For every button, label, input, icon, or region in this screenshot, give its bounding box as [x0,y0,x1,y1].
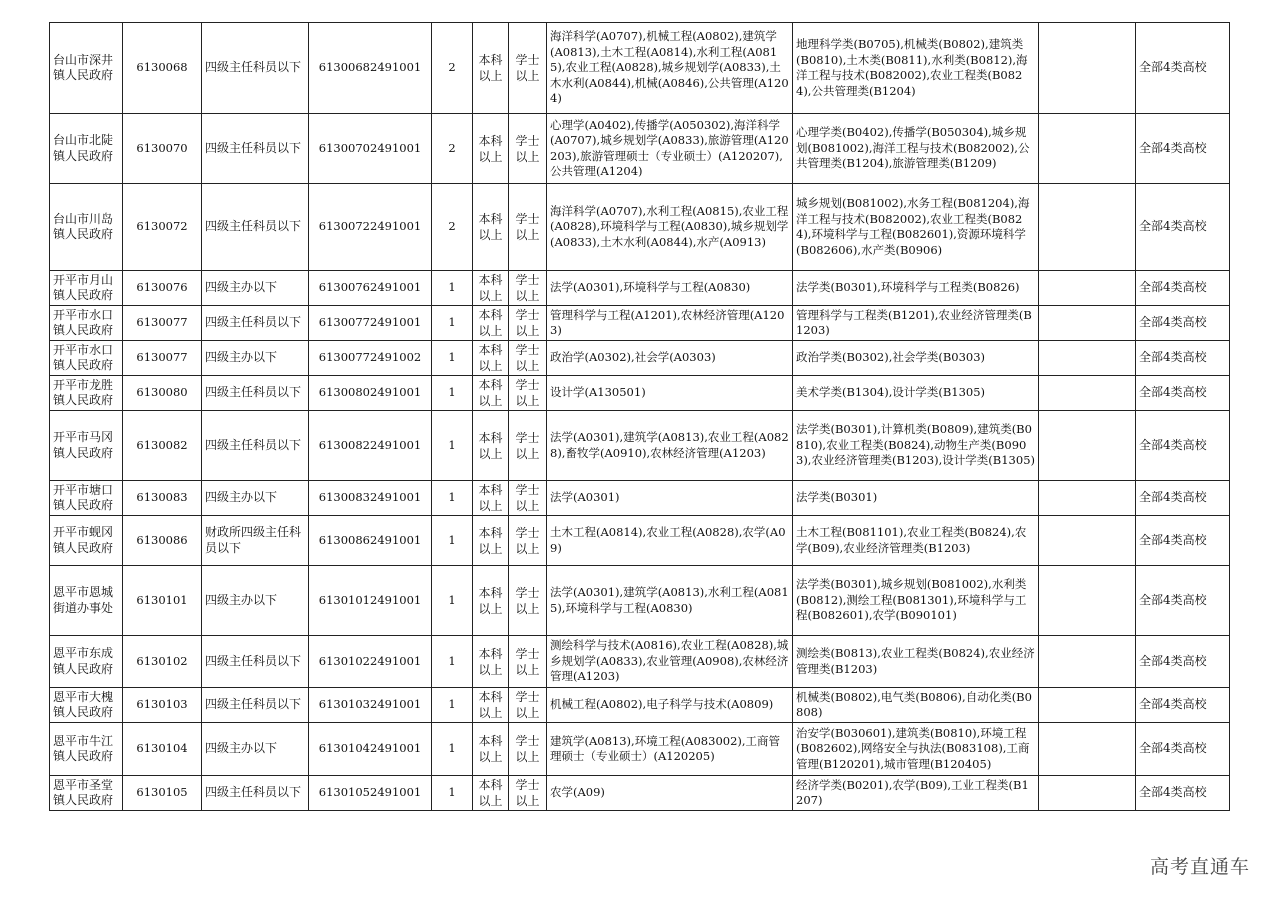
position-cell: 四级主任科员以下 [202,776,309,811]
blank-cell [1039,723,1136,776]
table-row [50,723,1230,776]
postgraduate-major-cell: 建筑学(A0813),环境工程(A083002),工商管理硕士（专业硕士）(A120205) [547,723,793,776]
headcount-cell: 1 [432,516,473,566]
position-cell: 四级主办以下 [202,341,309,376]
degree-cell: 学士以上 [509,566,547,636]
headcount-cell: 2 [432,23,473,114]
position-cell: 四级主任科员以下 [202,411,309,481]
blank-cell [1039,481,1136,516]
undergraduate-major-cell: 法学类(B0301) [793,481,1039,516]
position-cell: 四级主办以下 [202,723,309,776]
education-cell: 本科以上 [473,636,509,688]
position-code-cell: 61300762491001 [309,271,432,306]
degree-cell: 学士以上 [509,306,547,341]
position-code-cell: 61300702491001 [309,114,432,184]
unit-code-cell: 6130072 [123,184,202,271]
unit-cell: 恩平市恩城街道办事处 [50,566,123,636]
headcount-cell: 1 [432,688,473,723]
college-cell: 全部4类高校 [1136,114,1230,184]
postgraduate-major-cell: 心理学(A0402),传播学(A050302),海洋科学(A0707),城乡规划学(A0833),旅游管理(A120203),旅游管理硕士（专业硕士）(A120207),公共管理(A1204) [547,114,793,184]
degree-cell: 学士以上 [509,723,547,776]
unit-cell: 恩平市东成镇人民政府 [50,636,123,688]
education-cell: 本科以上 [473,688,509,723]
postgraduate-major-cell: 法学(A0301),环境科学与工程(A0830) [547,271,793,306]
blank-cell [1039,516,1136,566]
undergraduate-major-cell: 土木工程(B081101),农业工程类(B0824),农学(B09),农业经济管理类(B1203) [793,516,1039,566]
unit-cell: 台山市川岛镇人民政府 [50,184,123,271]
headcount-cell: 1 [432,341,473,376]
unit-cell: 恩平市圣堂镇人民政府 [50,776,123,811]
position-code-cell: 61300822491001 [309,411,432,481]
table-row [50,271,1230,306]
college-cell: 全部4类高校 [1136,776,1230,811]
blank-cell [1039,376,1136,411]
degree-cell: 学士以上 [509,341,547,376]
headcount-cell: 1 [432,411,473,481]
college-cell: 全部4类高校 [1136,376,1230,411]
degree-cell: 学士以上 [509,776,547,811]
postgraduate-major-cell: 法学(A0301),建筑学(A0813),农业工程(A0828),畜牧学(A0910),农林经济管理(A1203) [547,411,793,481]
education-cell: 本科以上 [473,271,509,306]
headcount-cell: 1 [432,636,473,688]
unit-cell: 台山市北陡镇人民政府 [50,114,123,184]
blank-cell [1039,688,1136,723]
position-code-cell: 61301022491001 [309,636,432,688]
undergraduate-major-cell: 法学类(B0301),环境科学与工程类(B0826) [793,271,1039,306]
position-code-cell: 61300772491001 [309,306,432,341]
unit-cell: 开平市马冈镇人民政府 [50,411,123,481]
postgraduate-major-cell: 设计学(A130501) [547,376,793,411]
position-cell: 四级主任科员以下 [202,114,309,184]
table-row [50,688,1230,723]
headcount-cell: 1 [432,271,473,306]
position-code-cell: 61301012491001 [309,566,432,636]
degree-cell: 学士以上 [509,184,547,271]
undergraduate-major-cell: 美术学类(B1304),设计学类(B1305) [793,376,1039,411]
degree-cell: 学士以上 [509,411,547,481]
table-row [50,516,1230,566]
education-cell: 本科以上 [473,184,509,271]
degree-cell: 学士以上 [509,114,547,184]
blank-cell [1039,271,1136,306]
degree-cell: 学士以上 [509,376,547,411]
position-cell: 四级主任科员以下 [202,184,309,271]
table-row [50,114,1230,184]
blank-cell [1039,114,1136,184]
college-cell: 全部4类高校 [1136,688,1230,723]
undergraduate-major-cell: 经济学类(B0201),农学(B09),工业工程类(B1207) [793,776,1039,811]
position-cell: 四级主任科员以下 [202,23,309,114]
headcount-cell: 2 [432,114,473,184]
unit-cell: 开平市水口镇人民政府 [50,306,123,341]
unit-cell: 恩平市大槐镇人民政府 [50,688,123,723]
postgraduate-major-cell: 土木工程(A0814),农业工程(A0828),农学(A09) [547,516,793,566]
undergraduate-major-cell: 机械类(B0802),电气类(B0806),自动化类(B0808) [793,688,1039,723]
unit-code-cell: 6130101 [123,566,202,636]
blank-cell [1039,23,1136,114]
postgraduate-major-cell: 法学(A0301) [547,481,793,516]
postgraduate-major-cell: 法学(A0301),建筑学(A0813),水利工程(A0815),环境科学与工程(A0830) [547,566,793,636]
education-cell: 本科以上 [473,776,509,811]
unit-cell: 台山市深井镇人民政府 [50,23,123,114]
table-row [50,481,1230,516]
undergraduate-major-cell: 地理科学类(B0705),机械类(B0802),建筑类(B0810),土木类(B0811),水利类(B0812),海洋工程与技术(B082002),农业工程类(B0824),公共管理类(B1204) [793,23,1039,114]
college-cell: 全部4类高校 [1136,23,1230,114]
college-cell: 全部4类高校 [1136,411,1230,481]
degree-cell: 学士以上 [509,481,547,516]
postgraduate-major-cell: 机械工程(A0802),电子科学与技术(A0809) [547,688,793,723]
unit-code-cell: 6130086 [123,516,202,566]
unit-code-cell: 6130077 [123,306,202,341]
position-cell: 四级主办以下 [202,566,309,636]
position-code-cell: 61300832491001 [309,481,432,516]
position-cell: 四级主任科员以下 [202,306,309,341]
college-cell: 全部4类高校 [1136,636,1230,688]
headcount-cell: 1 [432,376,473,411]
position-cell: 四级主任科员以下 [202,376,309,411]
unit-cell: 开平市月山镇人民政府 [50,271,123,306]
position-code-cell: 61300802491001 [309,376,432,411]
unit-cell: 开平市水口镇人民政府 [50,341,123,376]
degree-cell: 学士以上 [509,636,547,688]
education-cell: 本科以上 [473,376,509,411]
position-code-cell: 61301032491001 [309,688,432,723]
unit-cell: 恩平市牛江镇人民政府 [50,723,123,776]
table-row [50,411,1230,481]
table-row [50,376,1230,411]
postgraduate-major-cell: 政治学(A0302),社会学(A0303) [547,341,793,376]
postgraduate-major-cell: 测绘科学与技术(A0816),农业工程(A0828),城乡规划学(A0833),农业管理(A0908),农林经济管理(A1203) [547,636,793,688]
headcount-cell: 2 [432,184,473,271]
table-row [50,23,1230,114]
college-cell: 全部4类高校 [1136,306,1230,341]
degree-cell: 学士以上 [509,23,547,114]
watermark-text: 高考直通车 [1149,856,1250,878]
table-row [50,636,1230,688]
college-cell: 全部4类高校 [1136,271,1230,306]
position-cell: 四级主办以下 [202,271,309,306]
postgraduate-major-cell: 农学(A09) [547,776,793,811]
unit-code-cell: 6130070 [123,114,202,184]
blank-cell [1039,411,1136,481]
position-code-cell: 61301052491001 [309,776,432,811]
unit-code-cell: 6130068 [123,23,202,114]
college-cell: 全部4类高校 [1136,184,1230,271]
undergraduate-major-cell: 法学类(B0301),计算机类(B0809),建筑类(B0810),农业工程类(B0824),动物生产类(B0903),农业经济管理类(B1203),设计学类(B1305) [793,411,1039,481]
position-code-cell: 61301042491001 [309,723,432,776]
position-code-cell: 61300772491002 [309,341,432,376]
education-cell: 本科以上 [473,341,509,376]
unit-code-cell: 6130105 [123,776,202,811]
position-code-cell: 61300682491001 [309,23,432,114]
undergraduate-major-cell: 治安学(B030601),建筑类(B0810),环境工程(B082602),网络安全与执法(B083108),工商管理(B120201),城市管理(B120405) [793,723,1039,776]
blank-cell [1039,341,1136,376]
unit-code-cell: 6130076 [123,271,202,306]
education-cell: 本科以上 [473,566,509,636]
unit-cell: 开平市龙胜镇人民政府 [50,376,123,411]
education-cell: 本科以上 [473,23,509,114]
college-cell: 全部4类高校 [1136,341,1230,376]
headcount-cell: 1 [432,723,473,776]
table-row [50,184,1230,271]
table-row [50,566,1230,636]
blank-cell [1039,184,1136,271]
recruitment-table [49,22,1230,811]
education-cell: 本科以上 [473,723,509,776]
education-cell: 本科以上 [473,516,509,566]
education-cell: 本科以上 [473,306,509,341]
education-cell: 本科以上 [473,114,509,184]
education-cell: 本科以上 [473,411,509,481]
blank-cell [1039,566,1136,636]
undergraduate-major-cell: 政治学类(B0302),社会学类(B0303) [793,341,1039,376]
undergraduate-major-cell: 心理学类(B0402),传播学(B050304),城乡规划(B081002),海洋工程与技术(B082002),公共管理类(B1204),旅游管理类(B1209) [793,114,1039,184]
undergraduate-major-cell: 测绘类(B0813),农业工程类(B0824),农业经济管理类(B1203) [793,636,1039,688]
undergraduate-major-cell: 城乡规划(B081002),水务工程(B081204),海洋工程与技术(B082002),农业工程类(B0824),环境科学与工程(B082601),资源环境科学(B082606),水产类(B0906) [793,184,1039,271]
headcount-cell: 1 [432,306,473,341]
college-cell: 全部4类高校 [1136,566,1230,636]
undergraduate-major-cell: 法学类(B0301),城乡规划(B081002),水利类(B0812),测绘工程(B081301),环境科学与工程(B082601),农学(B090101) [793,566,1039,636]
headcount-cell: 1 [432,481,473,516]
unit-code-cell: 6130080 [123,376,202,411]
table-row [50,306,1230,341]
blank-cell [1039,636,1136,688]
position-cell: 四级主任科员以下 [202,636,309,688]
headcount-cell: 1 [432,776,473,811]
degree-cell: 学士以上 [509,688,547,723]
unit-cell: 开平市塘口镇人民政府 [50,481,123,516]
blank-cell [1039,306,1136,341]
postgraduate-major-cell: 海洋科学(A0707),机械工程(A0802),建筑学(A0813),土木工程(A0814),水利工程(A0815),农业工程(A0828),城乡规划学(A0833),土木水利(A0844),机械(A0846),公共管理(A1204) [547,23,793,114]
unit-code-cell: 6130083 [123,481,202,516]
unit-code-cell: 6130102 [123,636,202,688]
college-cell: 全部4类高校 [1136,481,1230,516]
position-code-cell: 61300862491001 [309,516,432,566]
unit-code-cell: 6130104 [123,723,202,776]
postgraduate-major-cell: 管理科学与工程(A1201),农林经济管理(A1203) [547,306,793,341]
position-cell: 四级主办以下 [202,481,309,516]
degree-cell: 学士以上 [509,516,547,566]
unit-code-cell: 6130103 [123,688,202,723]
postgraduate-major-cell: 海洋科学(A0707),水利工程(A0815),农业工程(A0828),环境科学与工程(A0830),城乡规划学(A0833),土木水利(A0844),水产(A0913) [547,184,793,271]
position-cell: 四级主任科员以下 [202,688,309,723]
unit-code-cell: 6130082 [123,411,202,481]
table-row [50,776,1230,811]
table-row [50,341,1230,376]
unit-code-cell: 6130077 [123,341,202,376]
undergraduate-major-cell: 管理科学与工程类(B1201),农业经济管理类(B1203) [793,306,1039,341]
unit-cell: 开平市蚬冈镇人民政府 [50,516,123,566]
position-code-cell: 61300722491001 [309,184,432,271]
college-cell: 全部4类高校 [1136,723,1230,776]
degree-cell: 学士以上 [509,271,547,306]
blank-cell [1039,776,1136,811]
education-cell: 本科以上 [473,481,509,516]
headcount-cell: 1 [432,566,473,636]
college-cell: 全部4类高校 [1136,516,1230,566]
position-cell: 财政所四级主任科员以下 [202,516,309,566]
